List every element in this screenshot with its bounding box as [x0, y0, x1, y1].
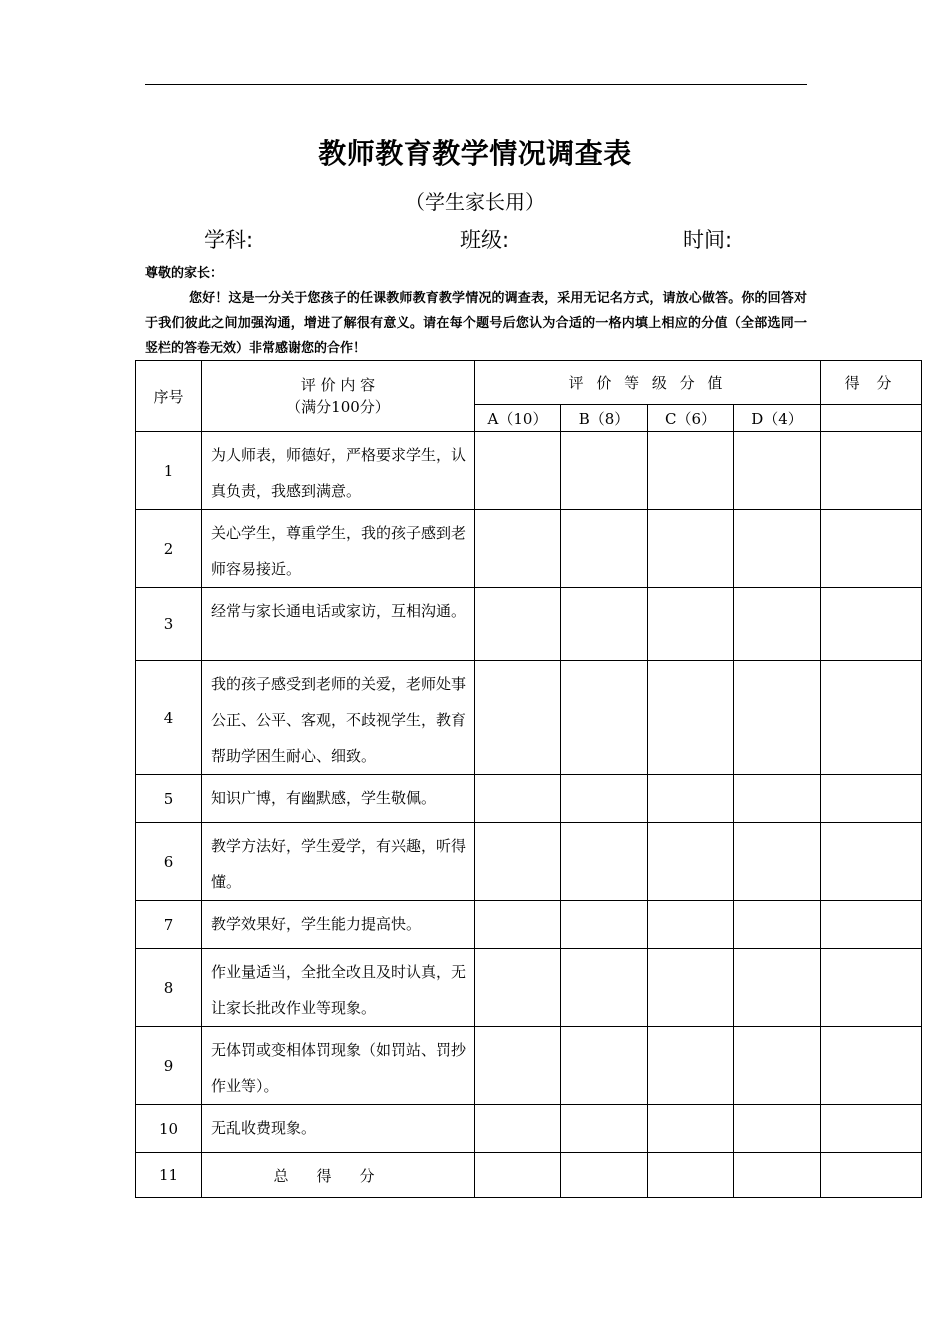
row-content: 无体罚或变相体罚现象（如罚站、罚抄作业等）。 — [202, 1027, 475, 1105]
grade-cell-a[interactable] — [475, 775, 561, 823]
score-cell[interactable] — [821, 1105, 922, 1153]
header-score-blank — [821, 405, 922, 432]
grade-cell-c[interactable] — [648, 775, 734, 823]
grade-cell-b[interactable] — [561, 588, 648, 661]
header-option-b: B（8） — [561, 405, 648, 432]
row-number: 5 — [136, 775, 202, 823]
total-cell-a[interactable] — [475, 1153, 561, 1198]
table-row — [136, 1027, 922, 1105]
total-label: 总得分 — [202, 1153, 475, 1198]
row-number: 7 — [136, 901, 202, 949]
score-cell[interactable] — [821, 661, 922, 775]
header-option-c: C（6） — [648, 405, 734, 432]
table-row — [136, 949, 922, 1027]
grade-cell-d[interactable] — [734, 661, 821, 775]
row-number: 9 — [136, 1027, 202, 1105]
grade-cell-d[interactable] — [734, 1027, 821, 1105]
row-content: 作业量适当，全批全改且及时认真，无让家长批改作业等现象。 — [202, 949, 475, 1027]
grade-cell-b[interactable] — [561, 432, 648, 510]
greeting: 尊敬的家长： — [145, 266, 224, 281]
top-rule — [145, 84, 807, 85]
subject-field-label: 学科: — [204, 228, 254, 252]
row-number: 6 — [136, 823, 202, 901]
score-cell[interactable] — [821, 949, 922, 1027]
grade-cell-a[interactable] — [475, 1027, 561, 1105]
row-number: 3 — [136, 588, 202, 661]
grade-cell-a[interactable] — [475, 510, 561, 588]
score-cell[interactable] — [821, 901, 922, 949]
row-content: 教学效果好，学生能力提高快。 — [202, 901, 475, 949]
grade-cell-a[interactable] — [475, 901, 561, 949]
score-cell[interactable] — [821, 1027, 922, 1105]
grade-cell-a[interactable] — [475, 661, 561, 775]
grade-cell-c[interactable] — [648, 1105, 734, 1153]
grade-cell-d[interactable] — [734, 588, 821, 661]
row-content: 无乱收费现象。 — [202, 1105, 475, 1153]
grade-cell-d[interactable] — [734, 510, 821, 588]
row-content: 关心学生，尊重学生，我的孩子感到老师容易接近。 — [202, 510, 475, 588]
grade-cell-a[interactable] — [475, 823, 561, 901]
grade-cell-c[interactable] — [648, 1027, 734, 1105]
total-cell-d[interactable] — [734, 1153, 821, 1198]
header-option-a: A（10） — [475, 405, 561, 432]
page-subtitle: （学生家长用） — [405, 190, 545, 214]
table-row — [136, 901, 922, 949]
table-row — [136, 510, 922, 588]
score-cell[interactable] — [821, 775, 922, 823]
grade-cell-b[interactable] — [561, 949, 648, 1027]
row-number: 11 — [136, 1153, 202, 1198]
total-cell-b[interactable] — [561, 1153, 648, 1198]
grade-cell-c[interactable] — [648, 432, 734, 510]
table-row — [136, 1105, 922, 1153]
row-number: 8 — [136, 949, 202, 1027]
table-row — [136, 823, 922, 901]
row-content: 教学方法好，学生爱学，有兴趣，听得懂。 — [202, 823, 475, 901]
header-option-d: D（4） — [734, 405, 821, 432]
grade-cell-b[interactable] — [561, 901, 648, 949]
row-content: 知识广博，有幽默感，学生敬佩。 — [202, 775, 475, 823]
grade-cell-b[interactable] — [561, 775, 648, 823]
grade-cell-b[interactable] — [561, 1105, 648, 1153]
header-content-label: 评 价 内 容 — [300, 376, 376, 394]
grade-cell-a[interactable] — [475, 432, 561, 510]
score-cell[interactable] — [821, 588, 922, 661]
table-row — [136, 432, 922, 510]
intro-paragraph: 您好！这是一分关于您孩子的任课教师教育教学情况的调查表，采用无记名方式，请放心做答。你的回答对于我们彼此之间加强沟通，增进了解很有意义。请在每个题号后您认为合适的一格内填上相应的分值（全部选同一竖栏的答卷无效）非常感谢您的合作！ — [145, 291, 807, 356]
grade-cell-c[interactable] — [648, 823, 734, 901]
grade-cell-b[interactable] — [561, 1027, 648, 1105]
row-content: 我的孩子感受到老师的关爱，老师处事公正、公平、客观，不歧视学生，教育帮助学困生耐心、细致。 — [202, 661, 475, 775]
grade-cell-d[interactable] — [734, 901, 821, 949]
row-content: 经常与家长通电话或家访，互相沟通。 — [202, 588, 475, 661]
grade-cell-a[interactable] — [475, 949, 561, 1027]
score-cell[interactable] — [821, 432, 922, 510]
grade-cell-d[interactable] — [734, 823, 821, 901]
grade-cell-b[interactable] — [561, 823, 648, 901]
header-no: 序号 — [136, 361, 202, 432]
grade-cell-d[interactable] — [734, 432, 821, 510]
header-content-note: （满分100分） — [286, 398, 390, 416]
score-cell[interactable] — [821, 510, 922, 588]
table-row — [136, 661, 922, 775]
class-field-label: 班级: — [460, 228, 510, 252]
grade-cell-c[interactable] — [648, 901, 734, 949]
table-row — [136, 775, 922, 823]
row-number: 2 — [136, 510, 202, 588]
grade-cell-b[interactable] — [561, 510, 648, 588]
grade-cell-a[interactable] — [475, 588, 561, 661]
total-row — [136, 1153, 922, 1198]
row-number: 4 — [136, 661, 202, 775]
grade-cell-d[interactable] — [734, 1105, 821, 1153]
grade-cell-c[interactable] — [648, 949, 734, 1027]
grade-cell-d[interactable] — [734, 775, 821, 823]
header-content — [202, 361, 475, 432]
grade-cell-a[interactable] — [475, 1105, 561, 1153]
total-score-cell[interactable] — [821, 1153, 922, 1198]
grade-cell-c[interactable] — [648, 661, 734, 775]
header-row — [136, 361, 922, 405]
row-number: 10 — [136, 1105, 202, 1153]
grade-cell-c[interactable] — [648, 588, 734, 661]
total-cell-c[interactable] — [648, 1153, 734, 1198]
header-score: 得 分 — [821, 361, 922, 405]
score-cell[interactable] — [821, 823, 922, 901]
survey-table — [135, 360, 922, 1198]
table-row — [136, 588, 922, 661]
grade-cell-c[interactable] — [648, 510, 734, 588]
header-grades: 评 价 等 级 分 值 — [475, 361, 821, 405]
time-field-label: 时间: — [683, 228, 733, 252]
grade-cell-d[interactable] — [734, 949, 821, 1027]
row-number: 1 — [136, 432, 202, 510]
page-title: 教师教育教学情况调查表 — [318, 137, 632, 170]
row-content: 为人师表，师德好，严格要求学生，认真负责，我感到满意。 — [202, 432, 475, 510]
grade-cell-b[interactable] — [561, 661, 648, 775]
